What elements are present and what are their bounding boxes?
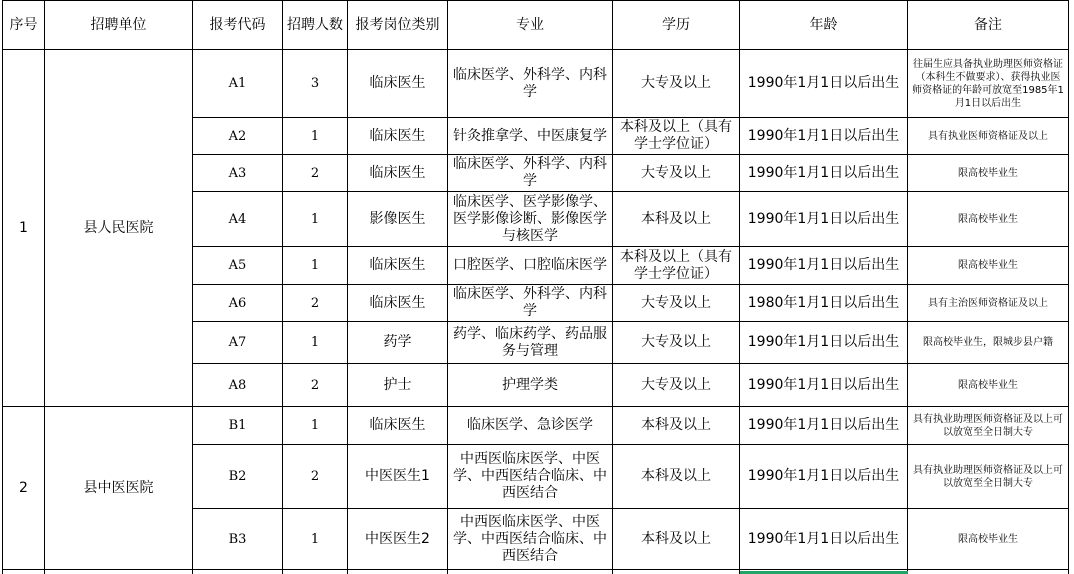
header-note[interactable]: 备注 bbox=[908, 1, 1069, 50]
header-count[interactable]: 招聘人数 bbox=[283, 1, 348, 50]
code-cell[interactable]: A3 bbox=[193, 155, 283, 192]
major-cell[interactable]: 护理学类 bbox=[448, 364, 613, 407]
major-cell[interactable]: 药学、临床药学、药品服务与管理 bbox=[448, 322, 613, 364]
note-cell[interactable]: 限高校毕业生，限城步县户籍 bbox=[908, 322, 1069, 364]
spreadsheet-view bbox=[2, 0, 1070, 574]
count-cell[interactable]: 1 bbox=[283, 247, 348, 285]
education-cell[interactable]: 大专及以上 bbox=[613, 285, 740, 322]
category-cell[interactable]: 临床医生 bbox=[348, 50, 448, 118]
code-cell[interactable]: A5 bbox=[193, 247, 283, 285]
education-cell[interactable]: 大专及以上 bbox=[613, 155, 740, 192]
note-cell[interactable]: 限高校毕业生 bbox=[908, 247, 1069, 285]
category-cell[interactable]: 临床医生 bbox=[348, 285, 448, 322]
table-body bbox=[3, 50, 1069, 574]
note-cell[interactable]: 具有主治医师资格证及以上 bbox=[908, 285, 1069, 322]
code-cell[interactable]: A8 bbox=[193, 364, 283, 407]
header-row bbox=[3, 1, 1069, 50]
note-cell[interactable]: 限高校毕业生 bbox=[908, 155, 1069, 192]
category-cell[interactable]: 临床医生 bbox=[348, 407, 448, 445]
code-cell[interactable]: B3 bbox=[193, 509, 283, 570]
count-cell[interactable]: 1 bbox=[283, 322, 348, 364]
header-unit[interactable]: 招聘单位 bbox=[45, 1, 193, 50]
code-cell[interactable]: B1 bbox=[193, 407, 283, 445]
cell[interactable] bbox=[908, 570, 1069, 574]
seq-cell[interactable]: 2 bbox=[3, 407, 45, 570]
code-cell[interactable]: A2 bbox=[193, 118, 283, 155]
major-cell[interactable]: 中西医临床医学、中医学、中西医结合临床、中西医结合 bbox=[448, 445, 613, 509]
education-cell[interactable]: 本科及以上（具有学士学位证） bbox=[613, 118, 740, 155]
count-cell[interactable]: 2 bbox=[283, 364, 348, 407]
age-cell[interactable]: 1990年1月1日以后出生 bbox=[740, 247, 908, 285]
age-cell[interactable]: 1990年1月1日以后出生 bbox=[740, 509, 908, 570]
category-cell[interactable]: 临床医生 bbox=[348, 247, 448, 285]
header-seq[interactable]: 序号 bbox=[3, 1, 45, 50]
table-row bbox=[3, 50, 1069, 118]
education-cell[interactable]: 本科及以上 bbox=[613, 407, 740, 445]
major-cell[interactable]: 临床医学、外科学、内科学 bbox=[448, 155, 613, 192]
major-cell[interactable]: 临床医学、外科学、内科学 bbox=[448, 285, 613, 322]
major-cell[interactable]: 临床医学、急诊医学 bbox=[448, 407, 613, 445]
cell[interactable] bbox=[613, 570, 740, 574]
header-code[interactable]: 报考代码 bbox=[193, 1, 283, 50]
unit-cell[interactable]: 县人民医院 bbox=[45, 50, 193, 407]
age-cell[interactable]: 1990年1月1日以后出生 bbox=[740, 445, 908, 509]
recruitment-table bbox=[2, 0, 1069, 574]
note-cell[interactable]: 具有执业助理医师资格证及以上可以放宽至全日制大专 bbox=[908, 407, 1069, 445]
education-cell[interactable]: 大专及以上 bbox=[613, 364, 740, 407]
count-cell[interactable]: 1 bbox=[283, 192, 348, 247]
count-cell[interactable]: 2 bbox=[283, 445, 348, 509]
age-cell[interactable]: 1990年1月1日以后出生 bbox=[740, 118, 908, 155]
count-cell[interactable]: 2 bbox=[283, 285, 348, 322]
count-cell[interactable]: 3 bbox=[283, 50, 348, 118]
age-cell[interactable]: 1990年1月1日以后出生 bbox=[740, 364, 908, 407]
education-cell[interactable]: 本科及以上 bbox=[613, 192, 740, 247]
note-cell[interactable]: 限高校毕业生 bbox=[908, 192, 1069, 247]
cell[interactable] bbox=[193, 570, 283, 574]
unit-cell[interactable]: 县中医医院 bbox=[45, 407, 193, 570]
major-cell[interactable]: 口腔医学、口腔临床医学 bbox=[448, 247, 613, 285]
count-cell[interactable]: 2 bbox=[283, 155, 348, 192]
code-cell[interactable]: A6 bbox=[193, 285, 283, 322]
note-cell[interactable]: 具有执业医师资格证及以上 bbox=[908, 118, 1069, 155]
cell[interactable] bbox=[45, 570, 193, 574]
note-cell[interactable]: 限高校毕业生 bbox=[908, 509, 1069, 570]
note-cell[interactable]: 往届生应具备执业助理医师资格证（本科生不做要求）、获得执业医师资格证的年龄可放宽至1985年1月1日以后出生 bbox=[908, 50, 1069, 118]
major-cell[interactable]: 中西医临床医学、中医学、中西医结合临床、中西医结合 bbox=[448, 509, 613, 570]
category-cell[interactable]: 药学 bbox=[348, 322, 448, 364]
seq-cell[interactable]: 1 bbox=[3, 50, 45, 407]
category-cell[interactable]: 临床医生 bbox=[348, 118, 448, 155]
header-major[interactable]: 专业 bbox=[448, 1, 613, 50]
age-cell[interactable]: 1990年1月1日以后出生 bbox=[740, 407, 908, 445]
code-cell[interactable]: B2 bbox=[193, 445, 283, 509]
education-cell[interactable]: 大专及以上 bbox=[613, 322, 740, 364]
header-category[interactable]: 报考岗位类别 bbox=[348, 1, 448, 50]
code-cell[interactable]: A4 bbox=[193, 192, 283, 247]
note-cell[interactable]: 具有执业助理医师资格证及以上可以放宽至全日制大专 bbox=[908, 445, 1069, 509]
table-row bbox=[3, 407, 1069, 445]
table-row bbox=[3, 570, 1069, 574]
age-cell[interactable]: 1990年1月1日以后出生 bbox=[740, 50, 908, 118]
major-cell[interactable]: 临床医学、医学影像学、医学影像诊断、影像医学与核医学 bbox=[448, 192, 613, 247]
category-cell[interactable]: 中医医生1 bbox=[348, 445, 448, 509]
code-cell[interactable]: A7 bbox=[193, 322, 283, 364]
note-cell[interactable]: 限高校毕业生 bbox=[908, 364, 1069, 407]
age-cell[interactable]: 1990年1月1日以后出生 bbox=[740, 155, 908, 192]
cell[interactable] bbox=[348, 570, 448, 574]
code-cell[interactable]: A1 bbox=[193, 50, 283, 118]
education-cell[interactable]: 本科及以上（具有学士学位证） bbox=[613, 247, 740, 285]
category-cell[interactable]: 护士 bbox=[348, 364, 448, 407]
cell[interactable] bbox=[283, 570, 348, 574]
major-cell[interactable]: 临床医学、外科学、内科学 bbox=[448, 50, 613, 118]
category-cell[interactable]: 影像医生 bbox=[348, 192, 448, 247]
education-cell[interactable]: 大专及以上 bbox=[613, 50, 740, 118]
major-cell[interactable]: 针灸推拿学、中医康复学 bbox=[448, 118, 613, 155]
cell[interactable] bbox=[3, 570, 45, 574]
age-cell[interactable]: 1990年1月1日以后出生 bbox=[740, 192, 908, 247]
age-cell[interactable]: 1990年1月1日以后出生 bbox=[740, 322, 908, 364]
header-education[interactable]: 学历 bbox=[613, 1, 740, 50]
education-cell[interactable]: 本科及以上 bbox=[613, 509, 740, 570]
count-cell[interactable]: 1 bbox=[283, 509, 348, 570]
count-cell[interactable]: 1 bbox=[283, 118, 348, 155]
header-age[interactable]: 年龄 bbox=[740, 1, 908, 50]
age-cell[interactable]: 1980年1月1日以后出生 bbox=[740, 285, 908, 322]
category-cell[interactable]: 中医医生2 bbox=[348, 509, 448, 570]
education-cell[interactable]: 本科及以上 bbox=[613, 445, 740, 509]
category-cell[interactable]: 临床医生 bbox=[348, 155, 448, 192]
cell[interactable] bbox=[448, 570, 613, 574]
count-cell[interactable]: 1 bbox=[283, 407, 348, 445]
